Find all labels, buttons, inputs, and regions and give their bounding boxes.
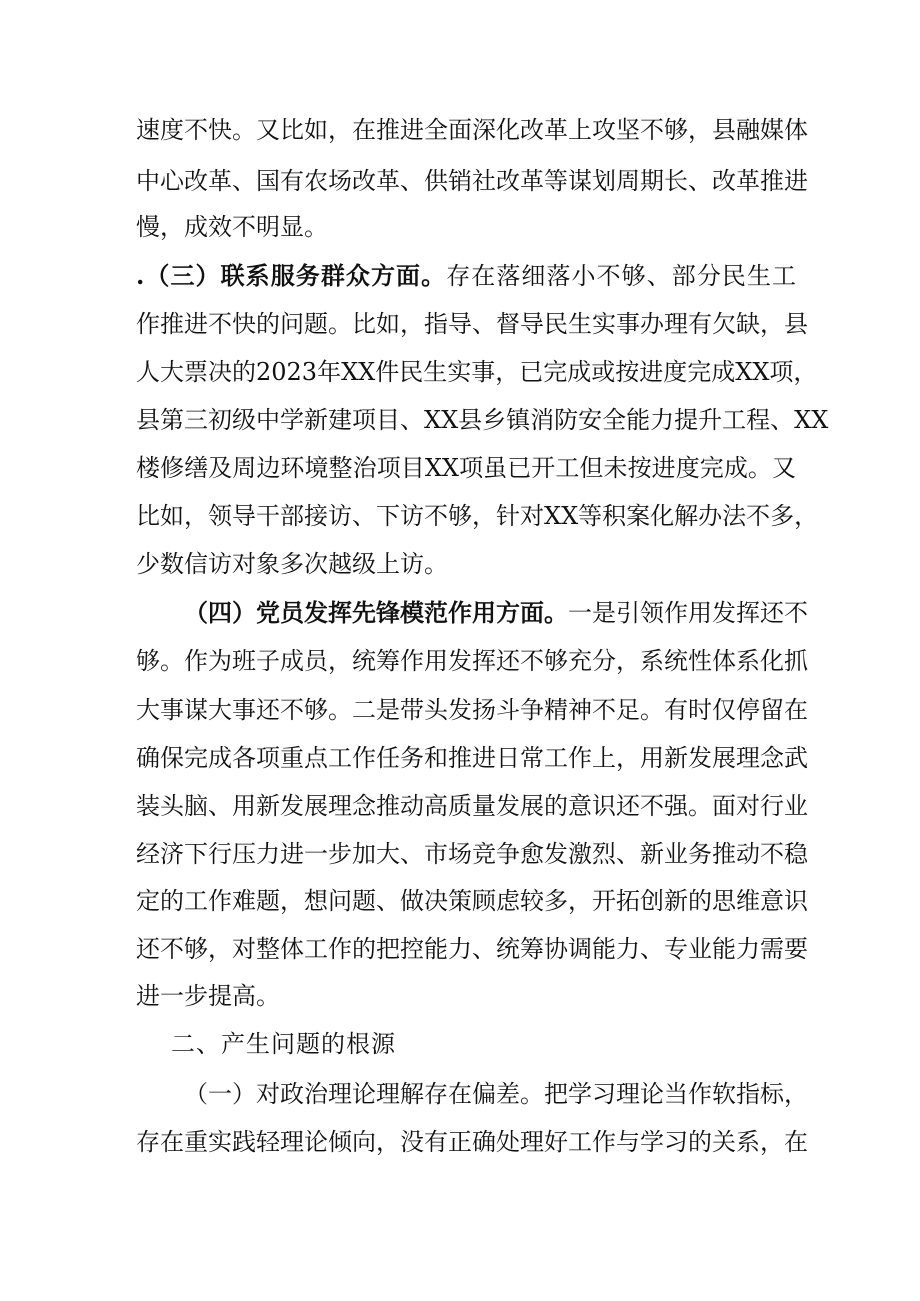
paragraph-1-line-1: 速度不快。又比如，在推进全面深化改革上攻坚不够，县融媒体 [136, 116, 808, 144]
paragraph-2-line-2: 作推进不快的问题。比如，指导、督导民生实事办理有欠缺，县 [136, 310, 808, 338]
paragraph-2-line-5: 楼修缮及周边环境整治项目XX项虽已开工但未按进度完成。又 [136, 454, 796, 482]
paragraph-2-line-3: 人大票决的2023年XX件民生实事，已完成或按进度完成XX项， [136, 358, 818, 386]
section-3-text-start: 存在落细落小不够、部分民生工 [446, 262, 797, 290]
paragraph-1-line-3: 慢，成效不明显。 [136, 213, 328, 241]
paragraph-4-line-2: 存在重实践轻理论倾向，没有正确处理好工作与学习的关系，在 [136, 1128, 808, 1156]
section-heading-root-causes: 二、产生问题的根源 [171, 1030, 396, 1058]
paragraph-2-line-6: 比如，领导干部接访、下访不够，针对XX等积案化解办法不多， [136, 502, 819, 530]
section-3-heading: .（三）联系服务群众方面。 [136, 261, 447, 290]
paragraph-2-line-1 [136, 252, 796, 300]
paragraph-3-line-7: 定的工作难题，想问题、做决策顾虑较多，开拓创新的思维意识 [136, 887, 808, 915]
paragraph-3-line-8: 还不够，对整体工作的把控能力、统筹协调能力、专业能力需要 [136, 935, 808, 963]
paragraph-1-line-2: 中心改革、国有农场改革、供销社改革等谋划周期长、改革推进 [136, 167, 808, 195]
paragraph-3-line-6: 经济下行压力进一步加大、市场竞争愈发激烈、新业务推动不稳 [136, 840, 808, 868]
paragraph-3-line-2: 够。作为班子成员，统筹作用发挥还不够充分，系统性体系化抓 [136, 647, 808, 675]
section-4-heading: （四）党员发挥先锋模范作用方面。 [184, 598, 568, 627]
paragraph-3-line-1 [184, 589, 808, 637]
section-4-text-start: 一是引领作用发挥还不 [568, 599, 808, 627]
paragraph-3-line-3: 大事谋大事还不够。二是带头发扬斗争精神不足。有时仅停留在 [136, 696, 808, 724]
paragraph-3-line-4: 确保完成各项重点工作任务和推进日常工作上，用新发展理念武 [136, 744, 808, 772]
paragraph-3-line-9: 进一步提高。 [136, 982, 280, 1010]
paragraph-3-line-5: 装头脑、用新发展理念推动高质量发展的意识还不强。面对行业 [136, 792, 808, 820]
paragraph-2-line-4: 县第三初级中学新建项目、XX县乡镇消防安全能力提升工程、XX [136, 406, 829, 434]
paragraph-4-line-1: （一）对政治理论理解存在偏差。把学习理论当作软指标， [184, 1080, 808, 1108]
paragraph-2-line-7: 少数信访对象多次越级上访。 [136, 550, 448, 578]
